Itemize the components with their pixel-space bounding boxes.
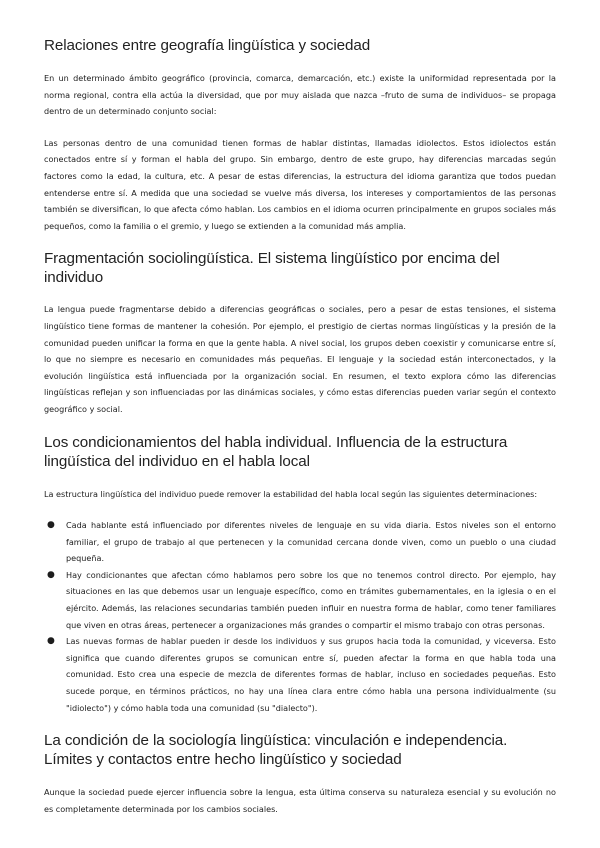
paragraph: Aunque la sociedad puede ejercer influencia sobre la lengua, esta última conserva su naturaleza esencial y su evolución no es completamente determinada por los cambios sociales. xyxy=(44,787,556,814)
bullet-list xyxy=(44,517,556,716)
list-item-text: Hay condicionantes que afectan cómo hablamos pero sobre los que no tenemos control directo. Por ejemplo, hay situaciones en las que debemos usar un lenguaje específico, como en trámites gubernamentales, en la iglesia o en el ejército. Además, las relaciones secundarias también pueden influir en nuestra forma de hablar, como tener familiares que viven en otras áreas, pertenecer a organizaciones más grandes o compartir el mismo trabajo con otras personas. xyxy=(66,569,556,630)
section-condicionamientos xyxy=(44,433,556,717)
section-geografia-sociedad xyxy=(44,36,556,234)
paragraph: La lengua puede fragmentarse debido a diferencias geográficas o sociales, pero a pesar de estas tensiones, el sistema lingüístico tiene formas de mantener la cohesión. Por ejemplo, el prestigio de ciertas normas lingüísticas y la presión de la comunidad pueden unificar la forma en que la gente habla. A nivel social, los grupos deben coexistir y comunicarse entre sí, lo que no siempre es necesario en comunidades más pequeñas. El lenguaje y la sociedad están interconectados, y la evolución lingüística está influenciada por la organización social. En resumen, el texto explora cómo las diferencias lingüísticas reflejan y son influenciadas por las dinámicas sociales, y cómo estas diferencias pueden variar según el contexto geográfico y social. xyxy=(44,304,556,414)
list-item xyxy=(44,517,556,567)
section-heading: La condición de la sociología lingüística: vinculación e independencia. Límites y contactos entre hecho lingüístico y sociedad xyxy=(44,732,508,769)
paragraph: La estructura lingüística del individuo puede remover la estabilidad del habla local según las siguientes determinaciones: xyxy=(44,488,538,499)
section-fragmentacion xyxy=(44,249,556,417)
section-heading: Los condicionamientos del habla individual. Influencia de la estructura lingüística del individuo en el habla local xyxy=(44,433,508,470)
section-heading: Fragmentación sociolingüística. El sistema lingüístico por encima del individuo xyxy=(44,250,500,287)
list-item-text: Cada hablante está influenciado por diferentes niveles de lenguaje en su vida diaria. Estos niveles son el entorno familiar, el grupo de trabajo al que pertenecen y la comunidad cercana donde viven, como un pueblo o una ciudad pequeña. xyxy=(66,520,556,564)
bullet-icon: ● xyxy=(47,520,55,531)
bullet-icon: ● xyxy=(47,636,55,647)
paragraph: Las personas dentro de una comunidad tienen formas de hablar distintas, llamadas idiolectos. Estos idiolectos están conectados entre sí y forman el habla del grupo. Sin embargo, dentro de este grupo, hay diferencias marcadas según factores como la edad, la cultura, etc. A pesar de estas diferencias, la estructura del idioma garantiza que todos puedan entenderse entre sí. A medida que una sociedad se vuelve más diversa, los intereses y comportamientos de las personas también se diversifican, lo que afecta cómo hablan. Los cambios en el idioma ocurren principalmente en grupos sociales más pequeños, como la familia o el gremio, y luego se extienden a la comunidad más amplia. xyxy=(44,137,556,231)
list-item xyxy=(44,633,556,716)
section-heading: Relaciones entre geografía lingüística y sociedad xyxy=(44,37,371,54)
paragraph: En un determinado ámbito geográfico (provincia, comarca, demarcación, etc.) existe la uniformidad representada por la norma regional, contra ella actúa la diversidad, que por muy aislada que nazca –fruto de suma de individuos– se propaga dentro de un determinado conjunto social: xyxy=(44,73,556,117)
section-condicion-sociologia xyxy=(44,731,556,817)
list-item-text: Las nuevas formas de hablar pueden ir desde los individuos y sus grupos hacia toda la comunidad, y viceversa. Esto significa que cuando diferentes grupos se comunican entre sí, pueden afectar la forma en que habla toda una comunidad. Esto crea una especie de mezcla de diferentes formas de hablar, incluso en sociedades pequeñas. Esto sucede porque, en términos prácticos, no hay una línea clara entre cómo habla una persona individualmente (su "idiolecto") y cómo habla toda una comunidad (su "dialecto"). xyxy=(66,636,556,713)
list-item xyxy=(44,567,556,633)
bullet-icon: ● xyxy=(47,569,55,580)
